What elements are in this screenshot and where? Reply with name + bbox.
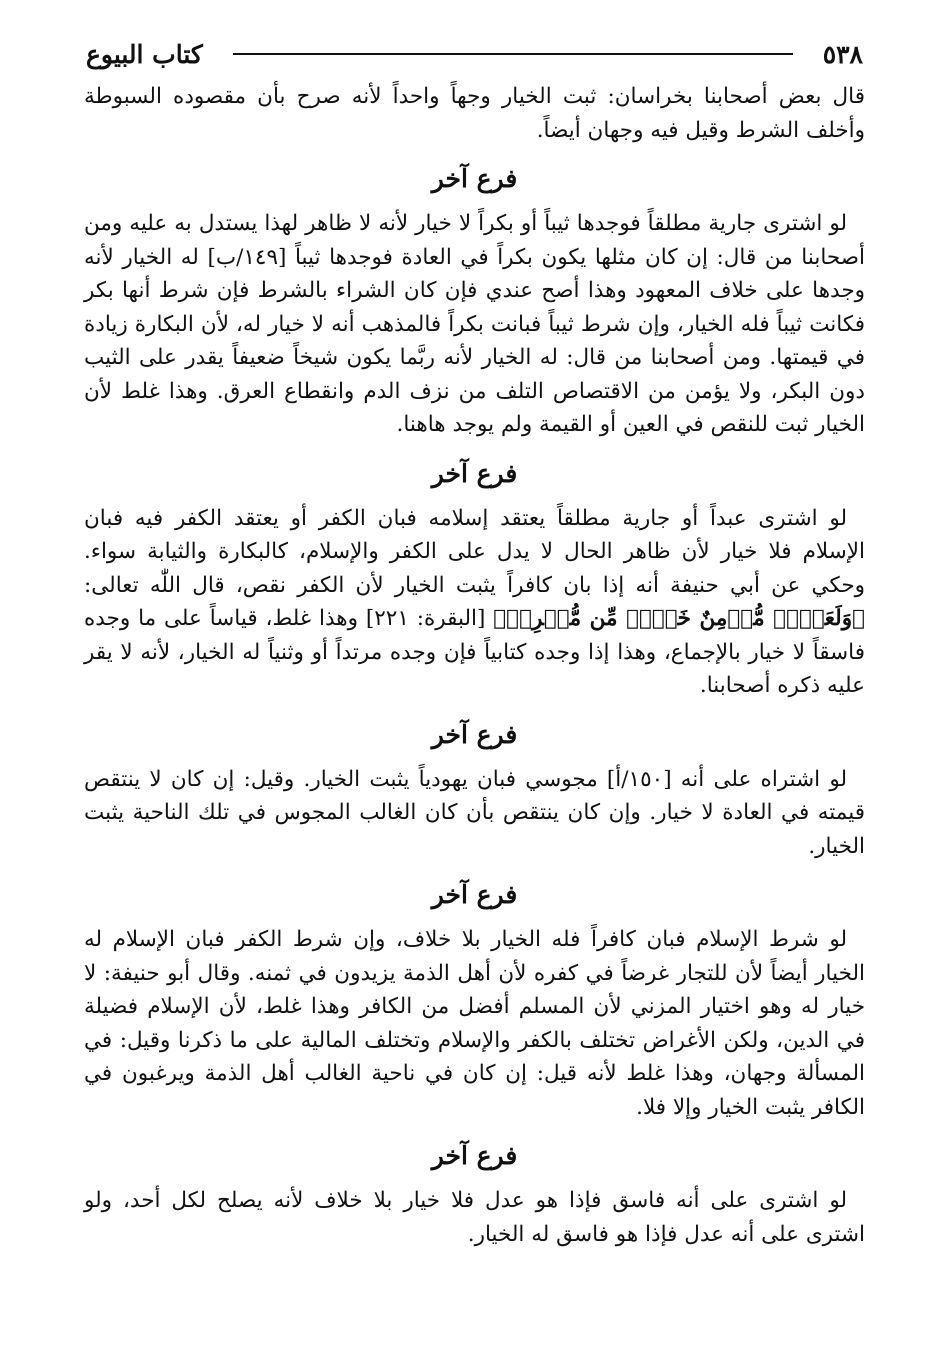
section-paragraph: لو اشترى جارية مطلقاً فوجدها ثيباً أو بكراً لا خيار لأنه لا ظاهر لهذا يستدل به عليه ومن أصحابنا من قال: إن كان مثلها يكون بكراً في العادة فوجدها ثيباً [١٤٩/ب] له الخيار لأنه وجدها على خلاف المعهود وهذا أصح عندي فإن كان الشراء بالشرط فإن شرط أنها بكر فكانت ثيباً فله الخيار، وإن شرط ثيباً فبانت بكراً فالمذهب أنه لا خيار له، لأن البكارة زيادة في قيمتها. ومن أصحابنا من قال: له الخيار لأنه ربَّما يكون شيخاً ضعيفاً يقدر على الثيب دون البكر، ولا يؤمن من الاقتصاص التلف من نزف الدم وانقطاع العرق. وهذا غلط لأن الخيار ثبت للنقص في العين أو القيمة ولم يوجد هاهنا.: [84, 211, 865, 437]
section-heading: فرع آخر: [431, 719, 518, 749]
page-header: [86, 34, 863, 74]
quran-verse: ﴿وَلَعَبۡدٞ مُّؤۡمِنٌ خَيۡرٞ مِّن مُّشۡرِكٖ﴾: [493, 606, 865, 631]
section-paragraph: [84, 502, 865, 703]
section-heading: فرع آخر: [431, 880, 518, 909]
section-heading: فرع آخر: [431, 1141, 518, 1170]
section-heading: فرع آخر: [431, 458, 518, 488]
section-paragraph: لو شرط الإسلام فبان كافراً فله الخيار بلا خلاف، وإن شرط الكفر فبان الإسلام له الخيار أيضاً لأن للتجار غرضاً في كفره لأن أهل الذمة يزيدون في ثمنه. وقال أبو حنيفة: لا خيار له وهو اختيار المزني لأن المسلم أفضل من الكافر وهذا غلط، لأن الإسلام فضيلة في الدين، ولكن الأغراض تختلف بالكفر والإسلام وتختلف المالية على ما ذكرنا وقيل: في المسألة وجهان، وهذا غلط لأنه قيل: إن كان في ناحية الغالب أهل الذمة ويرغبون في الكافر يثبت الخيار وإلا فلا.: [84, 927, 865, 1120]
header-rule: [233, 53, 793, 55]
book-title: كتاب البيوع: [86, 39, 203, 69]
intro-paragraph: قال بعض أصحابنا بخراسان: ثبت الخيار وجهاً واحداً لأنه صرح بأن مقصوده السبوطة وأخلف الشرط وقيل فيه وجهان أيضاً.: [84, 84, 865, 143]
paragraph-text: [البقرة: ٢٢١] وهذا غلط، قياساً على ما وجده فاسقاً لا خيار بالإجماع، وهذا إذا وجده كتابياً فإن وجده مرتداً أو وثنياً له الخيار، لأنه لا يقر عليه ذكره أصحابنا.: [84, 606, 865, 698]
paragraph-text: لو اشترى عبداً أو جارية مطلقاً يعتقد إسلامه فبان الكفر أو يعتقد الكفر فيه فبان الإسلام فلا خيار لأن ظاهر الحال لا يدل على الكفر والإسلام، كالبكارة والثيابة سواء. وحكي عن أبي حنيفة أنه إذا بان كافراً يثبت الخيار لأن الكفر نقص، قال اللّٰه تعالى:: [84, 505, 865, 598]
section-paragraph: لو اشترى على أنه فاسق فإذا هو عدل فلا خيار بلا خلاف لأنه يصلح لكل أحد، ولو اشترى على أنه عدل فإذا هو فاسق له الخيار.: [84, 1188, 865, 1247]
section-heading: فرع آخر: [431, 164, 518, 193]
page-number: ٥٣٨: [822, 39, 863, 69]
page-body: [84, 80, 865, 1251]
section-paragraph: لو اشتراه على أنه [١٥٠/أ] مجوسي فبان يهودياً يثبت الخيار. وقيل: إن كان لا ينتقص قيمته في العادة لا خيار. وإن كان ينتقص بأن كان الغالب المجوس في تلك الناحية يثبت الخيار.: [84, 766, 865, 859]
